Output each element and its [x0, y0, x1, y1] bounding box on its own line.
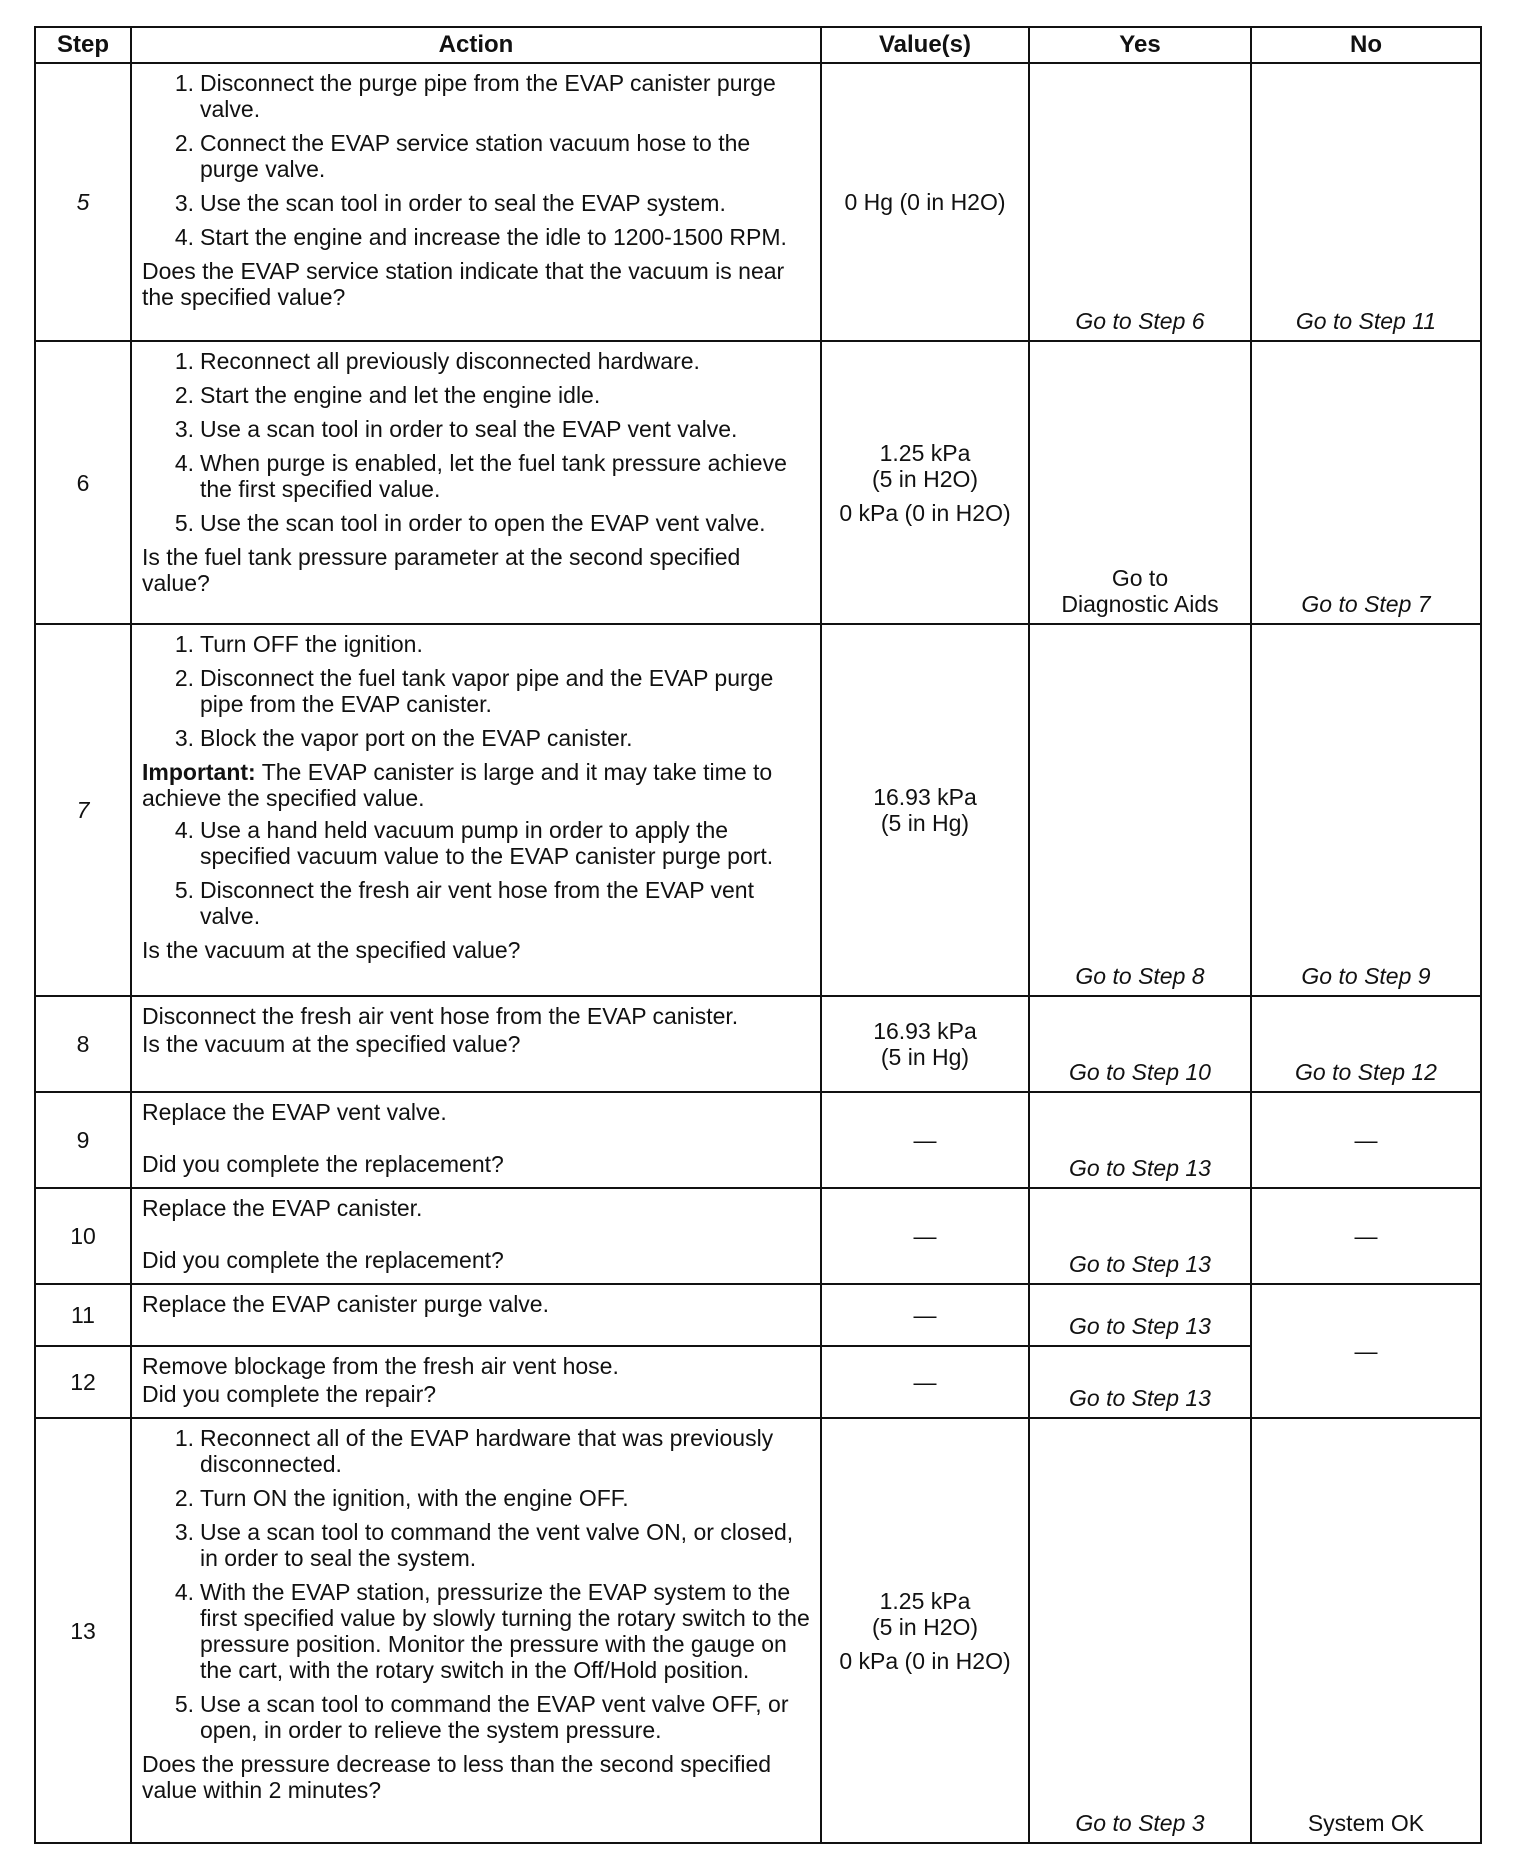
list-item: 1. Reconnect all of the EVAP hardware that was previously disconnected. — [174, 1425, 774, 1477]
table-row-step-11 — [35, 1284, 1481, 1346]
action-list — [142, 1425, 810, 1743]
table-row-step-7 — [35, 624, 1481, 996]
no-cell: Go to Step 7 — [1251, 341, 1481, 624]
value-cell: — — [821, 1092, 1029, 1188]
yes-cell: Go to Step 8 — [1029, 624, 1251, 996]
action-cell — [131, 1418, 821, 1843]
value-text: (5 in H2O) — [871, 465, 979, 492]
list-item: 3. Use a scan tool to command the vent valve ON, or closed, in order to seal the system. — [174, 1519, 794, 1571]
table-row-step-8 — [35, 996, 1481, 1092]
list-item: 2. Start the engine and let the engine idle. — [174, 382, 601, 408]
list-item: 4. When purge is enabled, let the fuel tank pressure achieve the first specified value. — [174, 450, 787, 502]
action-list — [142, 817, 810, 929]
header-row — [35, 27, 1481, 63]
value-cell — [821, 996, 1029, 1092]
no-cell: — — [1251, 1188, 1481, 1284]
table-row-step-6 — [35, 341, 1481, 624]
no-cell: Go to Step 12 — [1251, 996, 1481, 1092]
yes-cell: Go to Step 6 — [1029, 63, 1251, 341]
list-item: 2. Connect the EVAP service station vacuum hose to the purge valve. — [174, 130, 751, 182]
yes-cell: Go to Step 13 — [1029, 1092, 1251, 1188]
yes-cell: Go to Step 10 — [1029, 996, 1251, 1092]
action-text: Replace the EVAP canister. — [142, 1195, 423, 1221]
action-list — [142, 631, 810, 751]
value-text: 0 kPa (0 in H2O) — [839, 499, 1011, 526]
action-cell — [131, 996, 821, 1092]
list-item: 2. Disconnect the fuel tank vapor pipe and the EVAP purge pipe from the EVAP canister. — [174, 665, 774, 717]
step-number: 7 — [35, 624, 131, 996]
step-number: 8 — [35, 996, 131, 1092]
action-cell — [131, 1346, 821, 1418]
yes-cell: Go to Step 13 — [1029, 1284, 1251, 1346]
step-number: 10 — [35, 1188, 131, 1284]
action-text: Replace the EVAP canister purge valve. — [142, 1291, 549, 1317]
question-text: Does the EVAP service station indicate that the vacuum is near the specified value? — [142, 258, 785, 310]
list-item: 5. Disconnect the fresh air vent hose from the EVAP vent valve. — [174, 877, 754, 929]
header-yes: Yes — [1029, 27, 1251, 63]
list-item: 4. Start the engine and increase the idle to 1200-1500 RPM. — [174, 224, 787, 250]
value-cell — [821, 63, 1029, 341]
value-text: (5 in Hg) — [880, 810, 970, 836]
step-number: 9 — [35, 1092, 131, 1188]
value-text: (5 in Hg) — [880, 1044, 970, 1070]
diagnostic-table-page — [34, 26, 1480, 1844]
header-values: Value(s) — [821, 27, 1029, 63]
step-number: 13 — [35, 1418, 131, 1843]
list-item: 3. Use a scan tool in order to seal the EVAP vent valve. — [174, 416, 738, 442]
table-row-step-5 — [35, 63, 1481, 341]
question-text: Is the vacuum at the specified value? — [142, 937, 521, 963]
yes-cell: Go to Step 3 — [1029, 1418, 1251, 1843]
action-text: Replace the EVAP vent valve. — [142, 1099, 447, 1125]
list-item: 5. Use the scan tool in order to open the EVAP vent valve. — [174, 510, 766, 536]
list-item: 1. Turn OFF the ignition. — [174, 631, 423, 657]
table-row-step-10 — [35, 1188, 1481, 1284]
question-text: Is the fuel tank pressure parameter at the second specified value? — [142, 544, 741, 596]
question-text: Does the pressure decrease to less than the second specified value within 2 minutes? — [142, 1751, 772, 1803]
value-cell — [821, 1418, 1029, 1843]
question-text: Did you complete the replacement? — [142, 1247, 504, 1273]
value-cell: — — [821, 1284, 1029, 1346]
question-text: Did you complete the replacement? — [142, 1151, 504, 1177]
no-cell: System OK — [1251, 1418, 1481, 1843]
value-text: 0 Hg (0 in H2O) — [844, 189, 1006, 215]
action-list — [142, 348, 810, 536]
no-cell: — — [1251, 1092, 1481, 1188]
value-cell — [821, 341, 1029, 624]
header-no: No — [1251, 27, 1481, 63]
list-item: 4. With the EVAP station, pressurize the EVAP system to the first specified value by slowly turning the rotary switch to the pressure position. Monitor the pressure with the gauge on the cart, with the rotary switch in the Off/Hold position. — [174, 1579, 810, 1683]
value-text: 0 kPa (0 in H2O) — [839, 1647, 1011, 1674]
step-number: 11 — [35, 1284, 131, 1346]
list-item: 5. Use a scan tool to command the EVAP vent valve OFF, or open, in order to relieve the system pressure. — [174, 1691, 789, 1743]
list-item: 2. Turn ON the ignition, with the engine OFF. — [174, 1485, 629, 1511]
no-cell: Go to Step 11 — [1251, 63, 1481, 341]
diagnostic-table — [34, 26, 1482, 1844]
no-cell-merged: — — [1251, 1284, 1481, 1418]
table-row-step-13 — [35, 1418, 1481, 1843]
important-note: Important: The EVAP canister is large and it may take time to achieve the specified value. — [142, 759, 773, 811]
step-number: 5 — [35, 63, 131, 341]
value-text: 16.93 kPa — [873, 1018, 977, 1044]
value-text: 1.25 kPa — [879, 1587, 971, 1614]
step-number: 6 — [35, 341, 131, 624]
step-number: 12 — [35, 1346, 131, 1418]
action-cell — [131, 341, 821, 624]
list-item: 4. Use a hand held vacuum pump in order to apply the specified vacuum value to the EVAP canister purge port. — [174, 817, 774, 869]
value-cell — [821, 624, 1029, 996]
action-cell — [131, 1284, 821, 1346]
header-action: Action — [131, 27, 821, 63]
action-cell — [131, 1188, 821, 1284]
list-item: 1. Reconnect all previously disconnected hardware. — [174, 348, 700, 374]
table-row-step-9 — [35, 1092, 1481, 1188]
action-text: Disconnect the fresh air vent hose from the EVAP canister. — [142, 1003, 739, 1029]
value-text: (5 in H2O) — [871, 1613, 979, 1640]
value-cell: — — [821, 1188, 1029, 1284]
value-text: 1.25 kPa — [879, 439, 971, 466]
list-item: 1. Disconnect the purge pipe from the EVAP canister purge valve. — [174, 70, 776, 122]
yes-cell: Go to Step 13 — [1029, 1188, 1251, 1284]
no-cell: Go to Step 9 — [1251, 624, 1481, 996]
list-item: 3. Use the scan tool in order to seal the EVAP system. — [174, 190, 726, 216]
header-step: Step — [35, 27, 131, 63]
value-cell: — — [821, 1346, 1029, 1418]
yes-cell: Go to Step 13 — [1029, 1346, 1251, 1418]
value-text: 16.93 kPa — [873, 784, 977, 810]
action-text: Remove blockage from the fresh air vent hose. — [142, 1353, 619, 1379]
question-text: Is the vacuum at the specified value? — [142, 1031, 521, 1057]
list-item: 3. Block the vapor port on the EVAP canister. — [174, 725, 633, 751]
yes-cell: Go to Diagnostic Aids — [1029, 341, 1251, 624]
action-list — [142, 70, 810, 250]
action-cell — [131, 1092, 821, 1188]
action-cell — [131, 624, 821, 996]
action-cell — [131, 63, 821, 341]
question-text: Did you complete the repair? — [142, 1381, 437, 1407]
